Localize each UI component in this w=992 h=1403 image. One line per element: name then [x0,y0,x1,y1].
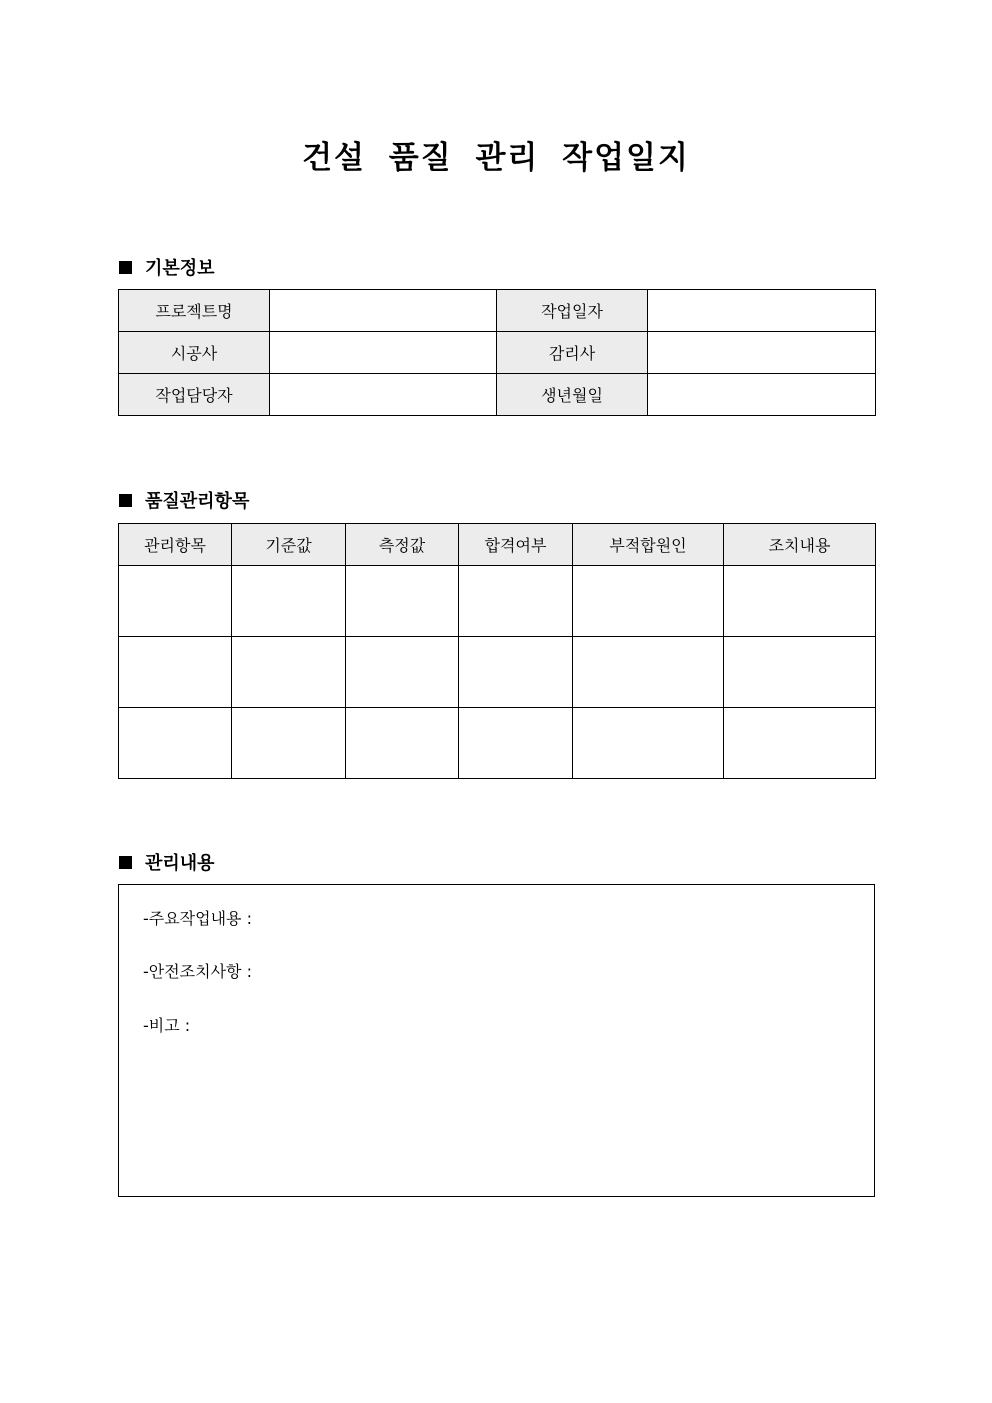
work-date-field[interactable] [648,290,876,332]
management-notes-box[interactable] [118,884,875,1197]
table-cell[interactable] [232,566,346,637]
table-row [119,566,876,637]
document-title: 건설 품질 관리 작업일지 [302,140,690,176]
birthdate-field[interactable] [648,374,876,416]
table-cell[interactable] [346,566,459,637]
quality-items-table [118,523,876,779]
square-bullet-icon [119,856,132,869]
table-cell[interactable] [573,637,724,708]
table-cell[interactable] [724,566,876,637]
table-cell[interactable] [346,637,459,708]
table-cell[interactable] [724,637,876,708]
project-name-label: 프로젝트명 [119,290,270,332]
contractor-field[interactable] [270,332,497,374]
basic-info-heading-text: 기본정보 [145,258,215,279]
table-row [119,374,876,416]
supervisor-label: 감리사 [497,332,648,374]
table-cell[interactable] [119,637,232,708]
basic-info-table [118,289,876,416]
column-header-standard: 기준값 [232,524,346,566]
table-cell[interactable] [346,708,459,779]
contractor-label: 시공사 [119,332,270,374]
management-heading [119,849,215,875]
table-row [119,637,876,708]
basic-info-heading [119,254,215,280]
square-bullet-icon [119,261,132,274]
table-row [119,332,876,374]
column-header-cause: 부적합원인 [573,524,724,566]
table-row [119,290,876,332]
supervisor-field[interactable] [648,332,876,374]
birthdate-label: 생년월일 [497,374,648,416]
table-cell[interactable] [119,708,232,779]
table-cell[interactable] [573,708,724,779]
table-cell[interactable] [724,708,876,779]
table-cell[interactable] [573,566,724,637]
column-header-action: 조치내용 [724,524,876,566]
quality-items-heading [119,487,249,513]
safety-measures-note: -안전조치사항 : [143,962,252,981]
column-header-pass: 합격여부 [459,524,573,566]
worker-label: 작업담당자 [119,374,270,416]
table-row [119,708,876,779]
work-date-label: 작업일자 [497,290,648,332]
worker-field[interactable] [270,374,497,416]
quality-items-heading-text: 품질관리항목 [145,491,250,512]
main-work-note: -주요작업내용 : [143,909,252,928]
table-cell[interactable] [459,708,573,779]
project-name-field[interactable] [270,290,497,332]
column-header-item: 관리항목 [119,524,232,566]
table-cell[interactable] [459,637,573,708]
table-cell[interactable] [232,708,346,779]
management-heading-text: 관리내용 [145,853,215,874]
table-cell[interactable] [232,637,346,708]
remarks-note: -비고 : [143,1016,191,1035]
table-cell[interactable] [459,566,573,637]
column-header-measured: 측정값 [346,524,459,566]
table-cell[interactable] [119,566,232,637]
square-bullet-icon [119,494,132,507]
table-header-row [119,524,876,566]
